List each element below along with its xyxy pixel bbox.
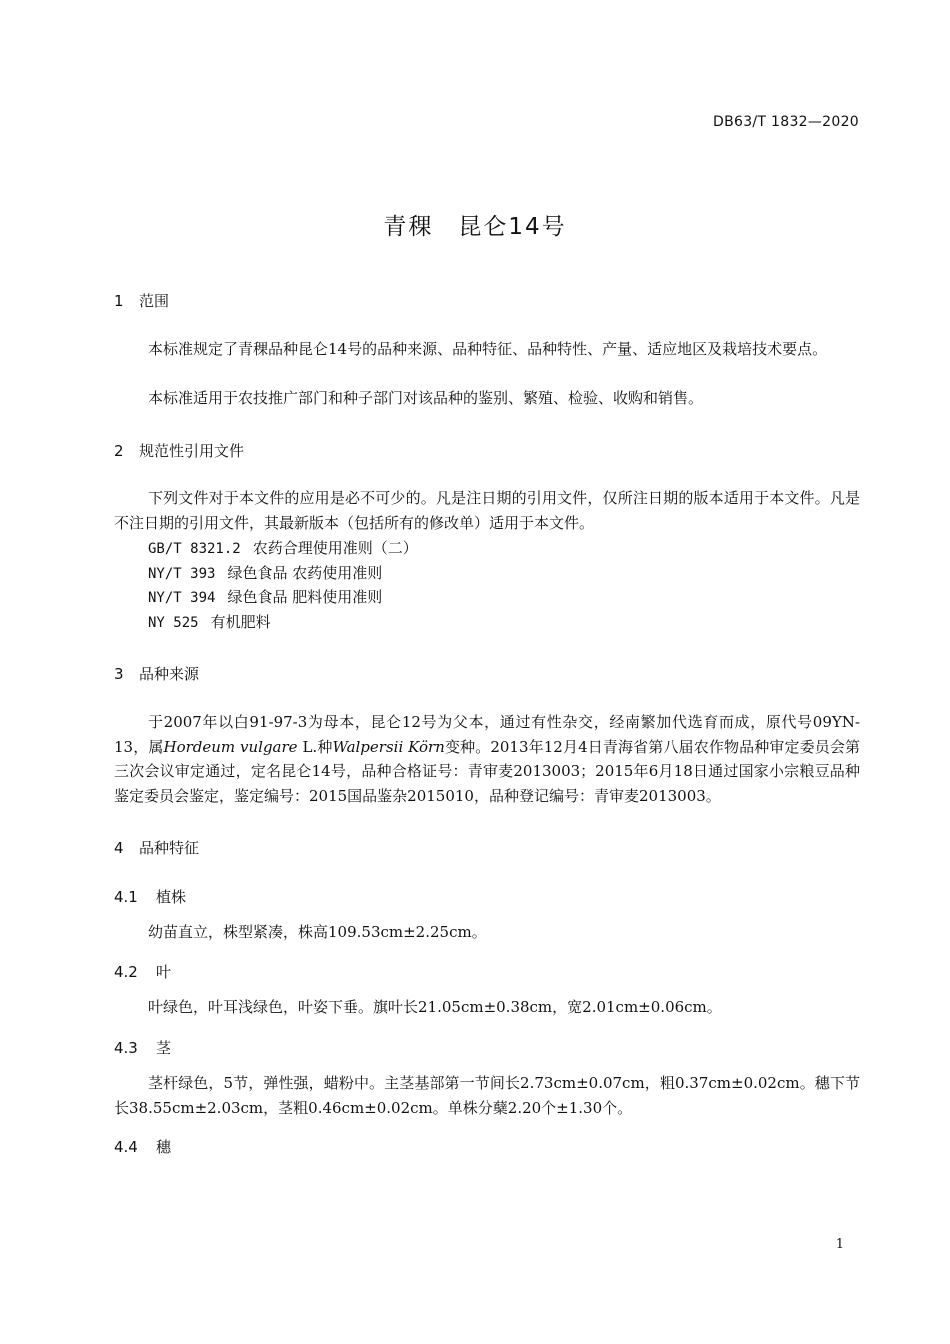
section-number: 1 xyxy=(114,292,124,310)
subsection-4-4-heading xyxy=(114,1136,171,1157)
subsection-number: 4.3 xyxy=(114,1039,138,1057)
reference-name: 农药合理使用准则（二） xyxy=(252,539,418,557)
section-number: 2 xyxy=(114,442,124,460)
subsection-number: 4.2 xyxy=(114,963,138,981)
section-2-paragraph: 下列文件对于本文件的应用是必不可少的。凡是注日期的引用文件，仅所注日期的版本适用于本文件。凡是不注日期的引用文件，其最新版本（包括所有的修改单）适用于本文件。 xyxy=(114,489,860,532)
text-segment: L.种 xyxy=(297,737,333,756)
document-title: 青稞 昆仑14号 xyxy=(383,214,567,240)
reference-name: 绿色食品 农药使用准则 xyxy=(227,564,383,582)
section-title: 规范性引用文件 xyxy=(139,442,245,460)
subsection-4-1-text: 幼苗直立，株型紧凑，株高109.53cm±2.25cm。 xyxy=(148,923,487,941)
section-title: 范围 xyxy=(139,292,170,310)
subsection-number: 4.1 xyxy=(114,888,138,906)
page-number: 1 xyxy=(835,1237,844,1252)
species-name: Hordeum vulgare xyxy=(163,737,298,756)
reference-code: GB/T 8321.2 xyxy=(148,541,241,557)
section-title: 品种特征 xyxy=(139,839,200,857)
subsection-title: 穗 xyxy=(156,1138,172,1156)
subsection-4-3-heading xyxy=(114,1037,171,1058)
subsection-number: 4.4 xyxy=(114,1138,138,1156)
subsection-4-1-heading xyxy=(114,886,186,907)
section-2-heading xyxy=(114,440,244,461)
text-segment: 于2007年以白91-97-3为母本，昆仑12号为父本，通过有性杂交，经南繁加代选育而成，原代号09YN-13，属 xyxy=(114,713,860,756)
section-3-heading xyxy=(114,663,199,684)
reference-item xyxy=(148,561,382,587)
section-3-paragraph xyxy=(114,710,860,808)
reference-code: NY/T 394 xyxy=(148,590,216,606)
subsection-4-2-text: 叶绿色，叶耳浅绿色，叶姿下垂。旗叶长21.05cm±0.38cm，宽2.01cm±0.06cm。 xyxy=(148,998,722,1016)
reference-name: 绿色食品 肥料使用准则 xyxy=(227,588,383,606)
reference-name: 有机肥料 xyxy=(210,613,271,631)
subsection-4-3-text: 茎杆绿色，5节，弹性强，蜡粉中。主茎基部第一节间长2.73cm±0.07cm，粗0.37cm±0.02cm。穗下节长38.55cm±2.03cm，茎粗0.46cm±0.02cm。单株分蘖2.20个±1.30个。 xyxy=(114,1074,860,1117)
reference-item xyxy=(148,610,271,636)
text-segment: 变种。2013年12月4日青海省第八届农作物品种审定委员会第三次会议审定通过，定名昆仑14号，品种合格证号：青审麦2013003；2015年6月18日通过国家小宗粮豆品种鉴定委员会鉴定，鉴定编号：2015国品鉴杂2015010，品种登记编号：青审麦2013003。 xyxy=(114,737,860,805)
subsection-title: 叶 xyxy=(156,963,172,981)
section-title: 品种来源 xyxy=(139,665,200,683)
reference-item xyxy=(148,536,418,562)
section-1-heading xyxy=(114,290,169,311)
reference-code: NY/T 393 xyxy=(148,566,216,582)
variety-name: Walpersii Körn xyxy=(332,737,445,756)
section-1-paragraph-1: 本标准规定了青稞品种昆仑14号的品种来源、品种特征、品种特性、产量、适应地区及栽培技术要点。 xyxy=(148,340,828,358)
reference-code: NY 525 xyxy=(148,615,199,631)
section-number: 4 xyxy=(114,839,124,857)
subsection-title: 茎 xyxy=(156,1039,172,1057)
section-1-paragraph-2: 本标准适用于农技推广部门和种子部门对该品种的鉴别、繁殖、检验、收购和销售。 xyxy=(148,389,704,407)
reference-item xyxy=(148,585,382,611)
section-4-heading xyxy=(114,837,199,858)
document-code: DB63/T 1832—2020 xyxy=(713,114,859,130)
subsection-4-2-heading xyxy=(114,961,171,982)
subsection-title: 植株 xyxy=(156,888,187,906)
section-number: 3 xyxy=(114,665,124,683)
